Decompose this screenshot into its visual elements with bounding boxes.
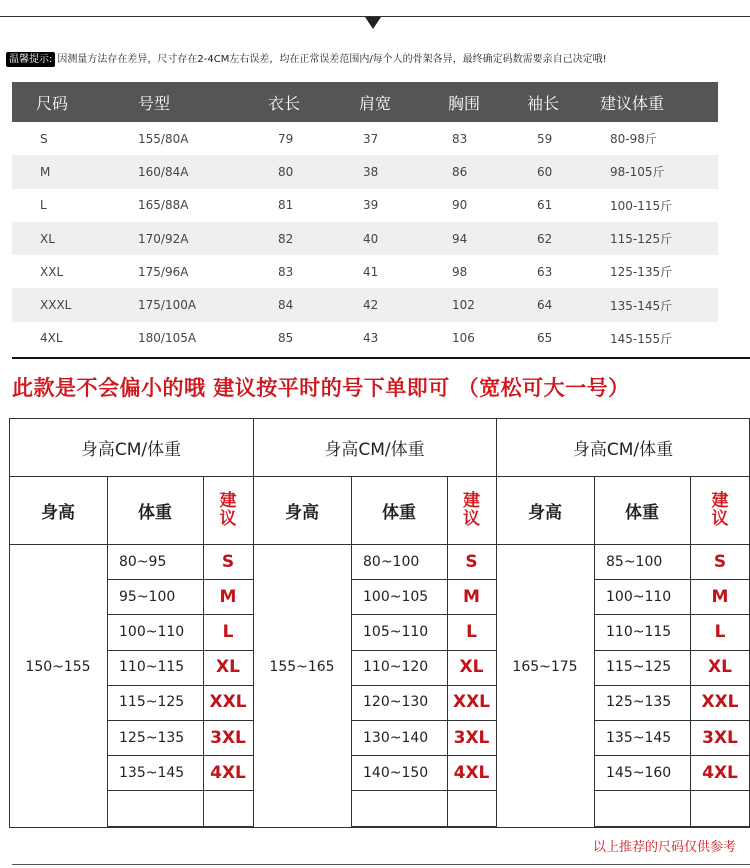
weight-cell: 100~105 — [363, 588, 429, 605]
table-cell: 62 — [537, 231, 553, 246]
col-weight-label: 体重 — [138, 502, 172, 523]
table-cell: 60 — [537, 164, 553, 179]
table-cell: 170/92A — [138, 231, 189, 246]
size-suggest-cell: XXL — [701, 692, 739, 713]
table-cell: 41 — [363, 264, 379, 279]
header-chest: 胸围 — [448, 93, 481, 113]
grid-line — [351, 790, 496, 791]
header-shoulder: 肩宽 — [359, 93, 392, 113]
group-title: 身高CM/体重 — [324, 439, 425, 460]
header-length: 衣长 — [268, 93, 301, 113]
table-cell: 175/96A — [138, 264, 189, 279]
table-cell: XXXL — [40, 298, 72, 313]
table-cell: 37 — [363, 131, 379, 146]
table-cell: 98 — [452, 264, 468, 279]
footnote: 以上推荐的尺码仅供参考 — [592, 840, 736, 855]
grid-line — [9, 827, 750, 828]
weight-cell: 110~115 — [119, 659, 185, 676]
table-cell: 63 — [537, 264, 553, 279]
size-suggest-cell: 4XL — [453, 762, 490, 783]
table-cell: 64 — [537, 298, 553, 313]
height-range: 155~165 — [269, 659, 335, 676]
notice-bar — [6, 52, 750, 68]
weight-cell: 95~100 — [119, 588, 176, 605]
table-row — [12, 288, 718, 321]
header-model: 号型 — [138, 93, 171, 113]
table-cell: 100-115斤 — [610, 198, 673, 213]
table-cell: 155/80A — [138, 131, 189, 146]
weight-cell: 100~110 — [119, 623, 185, 640]
col-height-label: 身高 — [285, 502, 319, 523]
bottom-divider — [12, 864, 750, 865]
table-row — [12, 255, 718, 288]
size-suggest-cell: M — [711, 586, 729, 607]
header-weight: 建议体重 — [600, 93, 665, 113]
group-title: 身高CM/体重 — [572, 439, 674, 460]
size-suggest-cell: XXL — [209, 692, 247, 713]
table-cell: S — [40, 131, 48, 146]
size-suggest-cell: XL — [459, 657, 484, 678]
size-suggest-cell: 3XL — [453, 727, 490, 748]
weight-cell: 130~140 — [363, 729, 429, 746]
table-cell: 61 — [537, 198, 553, 213]
table-cell: 59 — [537, 131, 553, 146]
group-title: 身高CM/体重 — [80, 439, 182, 460]
weight-cell: 100~110 — [606, 588, 672, 605]
table-cell: 40 — [363, 231, 379, 246]
weight-cell: 135~145 — [119, 764, 185, 781]
grid-line — [107, 790, 253, 791]
weight-cell: 105~110 — [363, 623, 429, 640]
section-divider — [12, 357, 750, 359]
size-table-header — [12, 82, 718, 122]
col-suggest-label: 建议 — [711, 491, 729, 529]
col-suggest-cell — [690, 476, 750, 544]
col-suggest-label: 建议 — [219, 491, 237, 529]
size-suggest-cell: M — [219, 586, 237, 607]
weight-cell: 120~130 — [363, 694, 429, 711]
table-cell: 38 — [363, 164, 379, 179]
weight-cell: 135~145 — [606, 729, 672, 746]
table-cell: 80 — [278, 164, 294, 179]
size-suggest-cell: XXL — [452, 692, 491, 713]
grid-line — [594, 790, 750, 791]
table-cell: 81 — [278, 198, 294, 213]
table-row — [12, 155, 718, 188]
table-cell: 175/100A — [138, 298, 197, 313]
size-suggest-cell: 3XL — [702, 727, 738, 748]
recommend-grid — [9, 418, 750, 828]
table-cell: 82 — [278, 231, 294, 246]
table-cell: 135-145斤 — [610, 298, 673, 313]
table-cell: 165/88A — [138, 198, 189, 213]
size-suggest-cell: 4XL — [702, 762, 738, 783]
table-cell: 43 — [363, 331, 379, 346]
table-cell: 90 — [452, 198, 468, 213]
size-suggest-cell: S — [713, 551, 727, 572]
size-suggest-cell: 4XL — [210, 762, 246, 783]
table-cell: XL — [40, 231, 55, 246]
weight-cell: 145~160 — [606, 764, 672, 781]
weight-cell: 115~125 — [119, 694, 185, 711]
height-range: 150~155 — [25, 659, 91, 676]
triangle-down-icon — [365, 17, 381, 29]
weight-cell: 80~95 — [119, 553, 167, 570]
col-height-label: 身高 — [528, 502, 562, 523]
weight-cell: 140~150 — [363, 764, 429, 781]
table-cell: 80-98斤 — [610, 132, 657, 147]
notice-badge: 温馨提示: — [6, 52, 55, 67]
table-cell: 42 — [363, 298, 379, 313]
table-cell: 83 — [278, 264, 294, 279]
table-cell: 83 — [452, 131, 468, 146]
table-cell: 98-105斤 — [610, 165, 665, 180]
col-suggest-cell — [203, 476, 253, 544]
headline: 此款是不会偏小的哦 建议按平时的号下单即可 （宽松可大一号） — [12, 376, 630, 400]
table-cell: 94 — [452, 231, 468, 246]
size-suggest-cell: L — [222, 621, 234, 642]
table-cell: L — [40, 198, 47, 213]
size-suggest-cell: M — [463, 586, 480, 607]
table-cell: 180/105A — [138, 331, 197, 346]
notice-text: 因测量方法存在差异，尺寸存在2-4CM左右误差，均在正常误差范围内/每个人的骨架各异，最终确定码数需要亲自己决定哦! — [57, 54, 607, 65]
col-weight-label: 体重 — [382, 502, 416, 523]
table-cell: 145-155斤 — [610, 331, 673, 346]
table-row — [12, 189, 718, 222]
table-cell: 102 — [452, 298, 475, 313]
table-cell: 106 — [452, 331, 475, 346]
table-cell: XXL — [40, 264, 64, 279]
size-suggest-cell: 3XL — [210, 727, 246, 748]
table-cell: 125-135斤 — [610, 265, 673, 280]
header-sleeve: 袖长 — [527, 93, 560, 113]
table-cell: 65 — [537, 331, 553, 346]
size-suggest-cell: S — [221, 551, 235, 572]
table-cell: 79 — [278, 131, 294, 146]
weight-cell: 85~100 — [606, 553, 663, 570]
size-suggest-cell: L — [714, 621, 726, 642]
size-suggest-cell: XL — [216, 657, 240, 678]
table-cell: 160/84A — [138, 164, 189, 179]
table-cell: 115-125斤 — [610, 232, 673, 247]
weight-cell: 110~115 — [606, 623, 672, 640]
header-size: 尺码 — [36, 93, 69, 113]
table-cell: 86 — [452, 164, 468, 179]
table-row — [12, 222, 718, 255]
table-cell: 4XL — [40, 331, 63, 346]
col-height-label: 身高 — [41, 502, 75, 523]
size-suggest-cell: L — [466, 621, 477, 642]
weight-cell: 115~125 — [606, 659, 672, 676]
weight-cell: 125~135 — [119, 729, 185, 746]
col-weight-label: 体重 — [625, 502, 659, 523]
col-suggest-cell — [447, 476, 496, 544]
table-row — [12, 322, 718, 355]
size-table — [12, 82, 718, 355]
size-suggest-cell: XL — [708, 657, 732, 678]
table-cell: M — [40, 164, 51, 179]
weight-cell: 110~120 — [363, 659, 429, 676]
weight-cell: 125~135 — [606, 694, 672, 711]
size-suggest-cell: S — [465, 551, 478, 572]
table-cell: 85 — [278, 331, 294, 346]
col-suggest-label: 建议 — [463, 491, 480, 529]
height-range: 165~175 — [512, 659, 578, 676]
table-cell: 39 — [363, 198, 379, 213]
table-cell: 84 — [278, 298, 294, 313]
weight-cell: 80~100 — [363, 553, 420, 570]
table-row — [12, 122, 718, 155]
